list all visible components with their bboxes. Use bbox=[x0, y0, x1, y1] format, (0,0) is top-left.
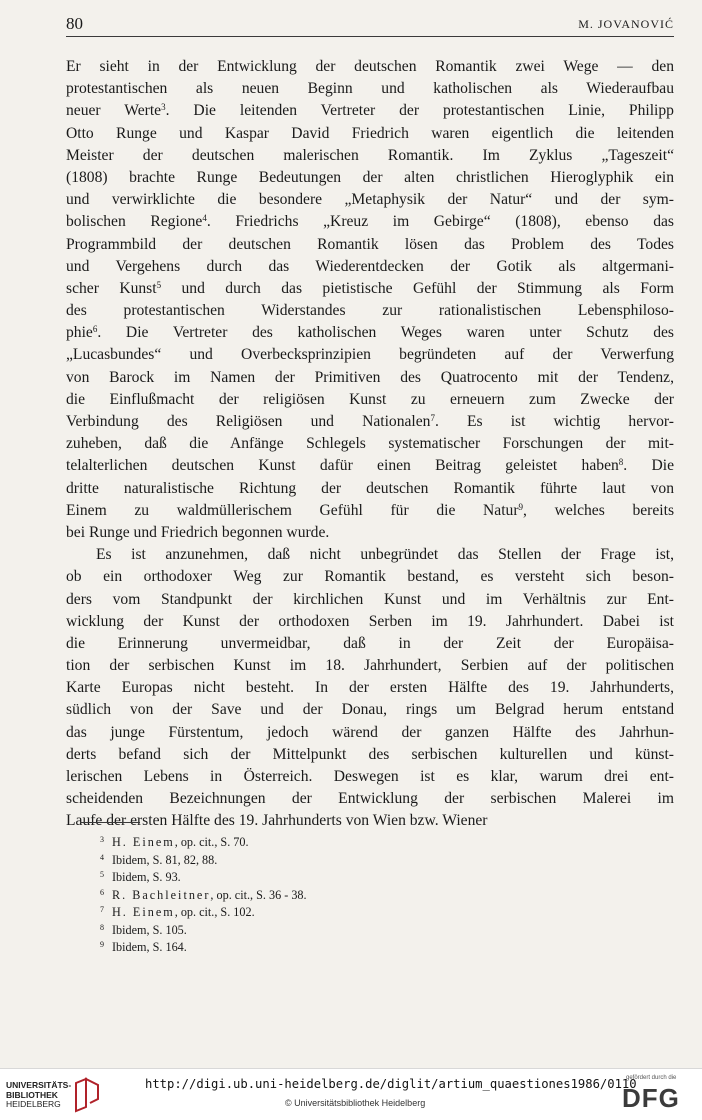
line-text: bolischen Regione bbox=[66, 213, 203, 231]
line-text: von Barock im Namen der Primitiven des Quatrocento mit der Tendenz, bbox=[66, 368, 674, 386]
text-line bbox=[66, 566, 674, 588]
text-line bbox=[66, 455, 674, 477]
footnote-text: , op. cit., S. 70. bbox=[174, 835, 249, 849]
line-text: Er sieht in der Entwicklung der deutschen Romantik zwei Wege — den bbox=[66, 58, 674, 75]
text-line bbox=[66, 100, 674, 122]
footnote bbox=[100, 887, 500, 905]
running-head: M. JOVANOVIĆ bbox=[578, 17, 674, 31]
text-line bbox=[66, 478, 674, 500]
text-line bbox=[66, 234, 674, 256]
footnote-author: R. Bachleitner bbox=[112, 887, 211, 902]
text-line bbox=[66, 589, 674, 611]
footnote-number: 4 bbox=[100, 852, 104, 862]
line-text: des protestantischen Widerstandes zur rationalistischen Lebensphiloso- bbox=[66, 302, 674, 320]
footnote-reference[interactable]: 7 bbox=[430, 413, 435, 423]
footnote-text: , op. cit., S. 36 - 38. bbox=[210, 887, 307, 902]
footnote-text: Ibidem, S. 105. bbox=[112, 922, 187, 937]
line-text: Programmbild der deutschen Romantik lösen das Problem des Todes bbox=[66, 235, 674, 253]
text-line bbox=[66, 278, 674, 300]
text-line bbox=[66, 167, 674, 189]
viewer-footer bbox=[0, 1068, 702, 1120]
footnote-reference[interactable]: 4 bbox=[202, 213, 207, 224]
line-text: . Die bbox=[623, 457, 674, 475]
footnote bbox=[100, 869, 500, 887]
text-line bbox=[66, 344, 674, 366]
footnote-reference[interactable]: 6 bbox=[92, 324, 98, 335]
line-text: . Friedrichs „Kreuz im Gebirge“ (1808), ebenso das bbox=[206, 213, 674, 231]
text-line bbox=[66, 633, 674, 655]
line-text: südlich von der Save und der Donau, rings um Belgrad herum entstand bbox=[66, 701, 674, 719]
line-text: Es ist anzunehmen, daß nicht unbegründet das Stellen der Frage ist, bbox=[96, 546, 674, 564]
library-logo-icon bbox=[72, 1077, 102, 1113]
footnote-divider bbox=[80, 822, 140, 823]
footnote-author: H. Einem bbox=[112, 905, 175, 919]
text-line bbox=[66, 211, 674, 233]
line-text: lerischen Lebens in Österreich. Deswegen ist es klar, warum drei ent- bbox=[66, 768, 674, 785]
footnote bbox=[100, 852, 500, 870]
line-text: tion der serbischen Kunst im 18. Jahrhundert, Serbien auf der politischen bbox=[66, 657, 674, 675]
line-text: Verbindung des Religiösen und Nationalen bbox=[66, 413, 431, 430]
line-text: „Lucasbundes“ und Overbecksprinzipien begründeten auf der Verwerfung bbox=[66, 346, 674, 364]
footnote-text: Ibidem, S. 93. bbox=[112, 870, 181, 884]
text-line bbox=[66, 145, 674, 167]
footnote bbox=[100, 834, 500, 852]
line-text: ob ein orthodoxer Weg zur Romantik bestand, es versteht sich beson- bbox=[66, 568, 674, 586]
text-line bbox=[66, 56, 674, 78]
text-line bbox=[66, 744, 674, 766]
library-logo-text bbox=[6, 1081, 71, 1110]
line-text: neuer Werte bbox=[66, 102, 162, 120]
footnote-reference[interactable]: 8 bbox=[618, 457, 624, 468]
line-text: Karte Europas nicht besteht. In der ersten Hälfte des 19. Jahrhunderts, bbox=[66, 679, 674, 697]
line-text: . Die Vertreter des katholischen Weges waren unter Schutz des bbox=[97, 324, 674, 342]
line-text: die Einflußmacht der religiösen Kunst zu erneuern zum Zwecke der bbox=[66, 390, 674, 408]
line-text: phie bbox=[66, 324, 93, 342]
footnotes bbox=[100, 834, 500, 957]
page-url-link[interactable]: http://digi.ub.uni-heidelberg.de/diglit/artium_quaestiones1986/0110 bbox=[145, 1077, 637, 1091]
text-line bbox=[66, 699, 674, 721]
line-text: und durch das pietistische Gefühl der Stimmung als Form bbox=[161, 279, 674, 297]
text-line bbox=[66, 611, 674, 633]
text-line bbox=[66, 78, 674, 100]
text-line bbox=[66, 810, 674, 832]
copyright-notice: © Universitätsbibliothek Heidelberg bbox=[285, 1098, 426, 1108]
line-text: (1808) brachte Runge Bedeutungen der alten christlichen Hieroglyphik ein bbox=[66, 168, 674, 186]
body-text bbox=[66, 56, 674, 833]
page-header bbox=[66, 14, 674, 37]
footnote bbox=[100, 939, 500, 957]
footnote-number: 6 bbox=[100, 887, 104, 897]
text-line bbox=[66, 300, 674, 322]
line-text: und verwirklichte die besondere „Metaphysik der Natur“ und der sym- bbox=[66, 191, 674, 209]
line-text: das junge Fürstentum, jedoch wärend der ganzen Hälfte des Jahrhun- bbox=[66, 723, 674, 741]
dfg-logo: DFG bbox=[622, 1083, 680, 1113]
line-text: protestantischen als neuen Beginn und katholischen als Wiederaufbau bbox=[66, 80, 674, 98]
text-line bbox=[66, 433, 674, 455]
line-text: Einem zu waldmüllerischem Gefühl für die Natur bbox=[66, 501, 519, 519]
library-line: UNIVERSITÄTS- bbox=[6, 1080, 72, 1090]
footnote-reference[interactable]: 3 bbox=[161, 102, 166, 113]
funding-label: gefördert durch die bbox=[626, 1075, 677, 1081]
footnote-number: 9 bbox=[100, 940, 104, 949]
line-text: die Erinnerung unvermeidbar, daß in der Zeit der Europäisa- bbox=[66, 634, 674, 652]
text-line bbox=[66, 544, 674, 566]
footnote-number: 5 bbox=[100, 870, 104, 879]
text-line bbox=[66, 389, 674, 411]
line-text: Laufe der ersten Hälfte des 19. Jahrhunderts von Wien bzw. Wiener bbox=[66, 812, 488, 830]
line-text: bei Runge und Friedrich begonnen wurde. bbox=[66, 523, 330, 541]
line-text: wicklung der Kunst der orthodoxen Serben im 19. Jahrhundert. Dabei ist bbox=[66, 612, 674, 630]
library-line: HEIDELBERG bbox=[6, 1099, 61, 1109]
line-text: dritte naturalistische Richtung der deutschen Romantik führte laut von bbox=[66, 479, 674, 497]
footnote-number: 8 bbox=[100, 922, 104, 932]
text-line bbox=[66, 256, 674, 278]
text-line bbox=[66, 655, 674, 677]
text-line bbox=[66, 522, 674, 544]
line-text: Meister der deutschen malerischen Romantik. Im Zyklus „Tageszeit“ bbox=[66, 146, 674, 164]
line-text: telalterlichen deutschen Kunst dafür einen Beitrag geleistet haben bbox=[66, 457, 619, 475]
line-text: scheidenden Bezeichnungen der Entwicklung der serbischen Malerei im bbox=[66, 790, 674, 808]
footnote-text: Ibidem, S. 164. bbox=[112, 940, 187, 954]
line-text: . Die leitenden Vertreter der protestantischen Linie, Philipp bbox=[165, 102, 674, 120]
footnote-number: 3 bbox=[100, 835, 104, 844]
page-number: 80 bbox=[66, 14, 83, 33]
line-text: , welches bereits bbox=[523, 501, 674, 519]
text-line bbox=[66, 788, 674, 810]
line-text: Otto Runge und Kaspar David Friedrich waren eigentlich die leitenden bbox=[66, 124, 674, 142]
footnote-number: 7 bbox=[100, 905, 104, 914]
footnote bbox=[100, 904, 500, 922]
text-line bbox=[66, 322, 674, 344]
text-line bbox=[66, 123, 674, 145]
text-line bbox=[66, 766, 674, 788]
text-line bbox=[66, 367, 674, 389]
library-line: BIBLIOTHEK bbox=[6, 1089, 58, 1100]
line-text: ders vom Standpunkt der kirchlichen Kunst und im Verhältnis zur Ent- bbox=[66, 590, 674, 608]
line-text: derts befand sich der Mittelpunkt des serbischen kulturellen und künst- bbox=[66, 745, 674, 763]
text-line bbox=[66, 677, 674, 699]
footnote bbox=[100, 922, 500, 940]
text-line bbox=[66, 500, 674, 522]
line-text: und Vergehens durch das Wiederentdecken der Gotik als altgermani- bbox=[66, 257, 674, 275]
footnote-text: Ibidem, S. 81, 82, 88. bbox=[112, 852, 218, 867]
line-text: . Es ist wichtig hervor- bbox=[434, 413, 674, 430]
text-line bbox=[66, 189, 674, 211]
text-line bbox=[66, 722, 674, 744]
line-text: scher Kunst bbox=[66, 279, 157, 297]
footnote-reference[interactable]: 5 bbox=[156, 279, 162, 290]
footnote-author: H. Einem bbox=[112, 835, 175, 849]
text-line bbox=[66, 411, 674, 433]
footnote-text: , op. cit., S. 102. bbox=[174, 905, 255, 919]
footnote-reference[interactable]: 9 bbox=[518, 501, 524, 512]
line-text: zuheben, daß die Anfänge Schlegels systematischer Forschungen der mit- bbox=[66, 435, 674, 453]
